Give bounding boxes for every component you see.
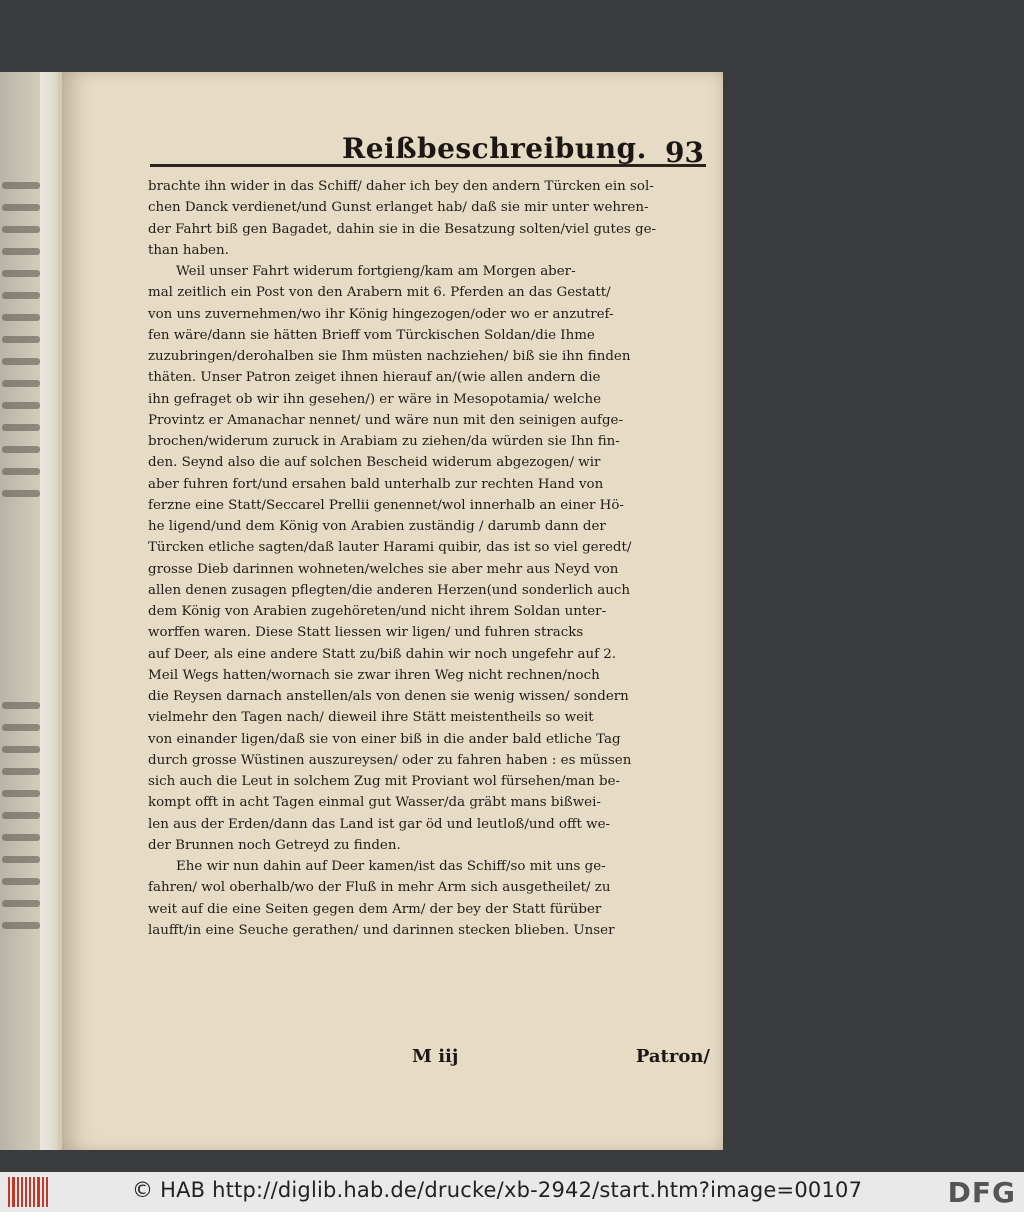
- text-line: kompt offt in acht Tagen einmal gut Wasser/da gräbt mans bißwei-: [148, 795, 601, 811]
- previous-page-text-fragment: [2, 292, 40, 299]
- previous-page-text-fragment: [2, 336, 40, 343]
- copyright-link[interactable]: © HAB http://diglib.hab.de/drucke/xb-2942/start.htm?image=00107: [132, 1178, 863, 1202]
- text-line: brachte ihn wider in das Schiff/ daher ich bey den andern Türcken ein sol-: [148, 179, 654, 194]
- previous-page-text-fragment: [2, 314, 40, 321]
- text-line: Weil unser Fahrt widerum fortgieng/kam am Morgen aber-: [176, 264, 576, 279]
- glass-plate-edge: [40, 72, 58, 1150]
- previous-page-text-fragment: [2, 768, 40, 775]
- text-line: ferzne eine Statt/Seccarel Prellii genennet/wol innerhalb an einer Hö-: [148, 497, 624, 513]
- catchword: Patron/: [635, 1046, 710, 1067]
- text-line: Provintz er Amanachar nennet/ und wäre nun mit den seinigen aufge-: [148, 412, 623, 428]
- previous-page-text-fragment: [2, 922, 40, 929]
- previous-page-text-fragment: [2, 490, 40, 497]
- previous-page-text-fragment: [2, 402, 40, 409]
- footer-bar: [0, 1172, 1024, 1212]
- text-line: den. Seynd also die auf solchen Bescheid widerum abgezogen/ wir: [148, 455, 601, 471]
- text-line: Meil Wegs hatten/wornach sie zwar ihren Weg nicht rechnen/noch: [148, 667, 600, 683]
- previous-page-text-fragment: [2, 790, 40, 797]
- text-line: der Brunnen noch Getreyd zu finden.: [148, 837, 401, 853]
- text-line: mal zeitlich ein Post von den Arabern mit 6. Pferden an das Gestatt/: [148, 285, 611, 301]
- text-line: allen denen zusagen pflegten/die anderen Herzen(und sonderlich auch: [148, 582, 631, 598]
- previous-page-text-fragment: [2, 724, 40, 731]
- page-body-text: [148, 176, 714, 941]
- page-header: [272, 132, 712, 174]
- text-line: fen wäre/dann sie hätten Brieff vom Türckischen Soldan/die Ihme: [148, 327, 595, 343]
- previous-page-text-fragment: [2, 270, 40, 277]
- previous-page-text-fragment: [2, 182, 40, 189]
- previous-page-text-fragment: [2, 446, 40, 453]
- page-number: 93: [665, 136, 704, 169]
- previous-page-text-fragment: [2, 380, 40, 387]
- previous-page-text-fragment: [2, 856, 40, 863]
- dfg-logo: DFG: [947, 1176, 1016, 1209]
- text-line: sich auch die Leut in solchem Zug mit Proviant wol fürsehen/man be-: [148, 774, 621, 789]
- text-line: zuzubringen/derohalben sie Ihm müsten nachziehen/ biß sie ihn finden: [148, 349, 631, 364]
- previous-page-text-fragment: [2, 226, 40, 233]
- previous-page-text-fragment: [2, 900, 40, 907]
- text-line: than haben.: [148, 242, 229, 258]
- book-page-scan: [62, 72, 723, 1150]
- text-line: len aus der Erden/dann das Land ist gar öd und leutloß/und offt we-: [148, 816, 611, 832]
- text-line: von uns zuvernehmen/wo ihr König hingezogen/oder wo er anzutref-: [148, 306, 614, 322]
- previous-page-text-fragment: [2, 812, 40, 819]
- text-line: thäten. Unser Patron zeiget ihnen hierauf an/(wie allen andern die: [148, 370, 601, 386]
- previous-page-edge: [0, 72, 62, 1150]
- signature-mark: M iij: [412, 1046, 459, 1067]
- text-line: vielmehr den Tagen nach/ dieweil ihre Stätt meistentheils so weit: [148, 710, 594, 726]
- previous-page-text-fragment: [2, 746, 40, 753]
- text-line: weit auf die eine Seiten gegen dem Arm/ der bey der Statt fürüber: [148, 901, 602, 917]
- previous-page-text-fragment: [2, 834, 40, 841]
- text-line: auf Deer, als eine andere Statt zu/biß dahin wir noch ungefehr auf 2.: [148, 646, 617, 662]
- previous-page-text-fragment: [2, 358, 40, 365]
- text-line: dem König von Arabien zugehöreten/und nicht ihrem Soldan unter-: [148, 604, 607, 619]
- text-line: fahren/ wol oberhalb/wo der Fluß in mehr Arm sich ausgetheilet/ zu: [148, 880, 611, 896]
- text-line: Ehe wir nun dahin auf Deer kamen/ist das Schiff/so mit uns ge-: [176, 859, 606, 874]
- previous-page-text-fragment: [2, 204, 40, 211]
- text-line: he ligend/und dem König von Arabien zuständig / darumb dann der: [148, 519, 606, 534]
- text-line: laufft/in eine Seuche gerathen/ und darinnen stecken blieben. Unser: [148, 922, 615, 938]
- hab-barcode-icon: [8, 1177, 48, 1207]
- previous-page-text-fragment: [2, 424, 40, 431]
- text-line: durch grosse Wüstinen auszureysen/ oder zu fahren haben : es müssen: [148, 752, 632, 768]
- text-line: von einander ligen/daß sie von einer biß in die ander bald etliche Tag: [148, 731, 621, 747]
- page-footer: [148, 1046, 714, 1074]
- header-rule: [150, 164, 706, 167]
- text-line: die Reysen darnach anstellen/als von denen sie wenig wissen/ sondern: [148, 689, 629, 704]
- text-line: worffen waren. Diese Statt liessen wir ligen/ und fuhren stracks: [148, 625, 584, 641]
- text-line: grosse Dieb darinnen wohneten/welches sie aber mehr aus Neyd von: [148, 561, 619, 577]
- previous-page-text-fragment: [2, 248, 40, 255]
- text-line: ihn gefraget ob wir ihn gesehen/) er wäre in Mesopotamia/ welche: [148, 391, 602, 407]
- text-line: Türcken etliche sagten/daß lauter Harami quibir, das ist so viel geredt/: [148, 540, 632, 556]
- previous-page-text-fragment: [2, 702, 40, 709]
- text-line: aber fuhren fort/und ersahen bald unterhalb zur rechten Hand von: [148, 476, 604, 492]
- previous-page-text-fragment: [2, 878, 40, 885]
- previous-page-text-fragment: [2, 468, 40, 475]
- running-title: Reißbeschreibung.: [342, 132, 647, 165]
- text-line: der Fahrt biß gen Bagadet, dahin sie in die Besatzung solten/viel gutes ge-: [148, 221, 657, 237]
- text-line: brochen/widerum zuruck in Arabiam zu ziehen/da würden sie Ihn fin-: [148, 434, 620, 449]
- text-line: chen Danck verdienet/und Gunst erlanget hab/ daß sie mir unter wehren-: [148, 200, 649, 216]
